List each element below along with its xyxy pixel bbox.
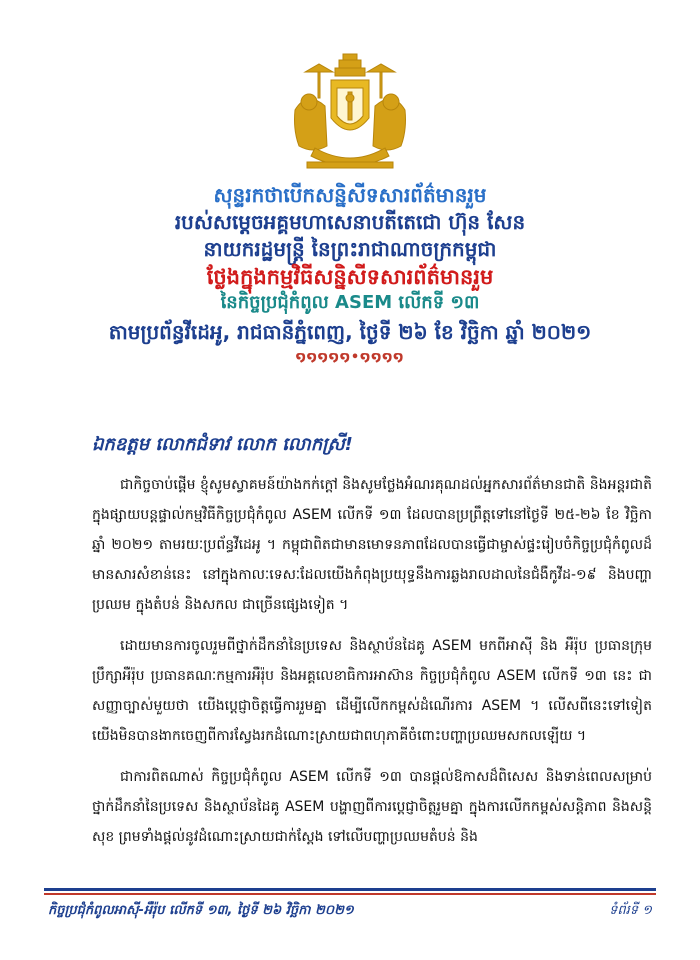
ornament-divider: ໑໑໑໑໑•໑໑໑໑ [295,350,405,365]
paragraph: ដោយមានការចូលរួមពីថ្នាក់ដឹកនាំនៃប្រទេស និងស្ថាប័នដៃគូ ASEM មកពីអាស៊ី និង អឺរ៉ុប ប្រធានក្រុមប្រឹក្សាអឺរ៉ុប ប្រធានគណៈកម្មការអឺរ៉ុប និងអគ្គលេខាធិការអាស៊ាន កិច្ចប្រជុំកំពូល ASEM លើកទី ១៣ នេះ ជាសញ្ញាច្បាស់មួយថា យើងប្ដេជ្ញាចិត្តធ្វើការរួមគ្នា ដើម្បីលើកកម្ពស់ដំណើរការ ASEM ។ លើសពីនេះទៅទៀត យើងមិនបានងាកចេញពីការស្វែងរកដំណោះស្រាយជាពហុភាគីចំពោះបញ្ហាប្រឈមសកលឡើយ ។ [92,638,652,744]
footer-divider-accent [44,893,656,895]
venue-date-line: តាមប្រព័ន្ធវីដេអូ, រាជធានីភ្នំពេញ, ថ្ងៃទី ២៦ ខែ វិច្ឆិកា ឆ្នាំ ២០២១ [108,320,592,344]
paragraph: ជាការពិតណាស់ កិច្ចប្រជុំកំពូល ASEM លើកទី ១៣ បានផ្ដល់ឱកាសដ៏ពិសេស និងទាន់ពេលសម្រាប់ថ្នាក់ដឹកនាំនៃប្រទេស និងស្ថាប័នដៃគូ ASEM បង្ហាញពីការប្ដេជ្ញាចិត្តរួមគ្នា ក្នុងការលើកកម្ពស់សន្តិភាព និងសន្តិសុខ ព្រមទាំងផ្ដល់នូវដំណោះស្រាយជាក់ស្ដែង ទៅលើបញ្ហាប្រឈមតំបន់ និង [92,769,652,845]
event-name: នៃកិច្ចប្រជុំកំពូល ASEM លើកទី ១៣ [220,292,480,313]
speaker-position: នាយករដ្ឋមន្ត្រី នៃព្រះរាជាណាចក្រកម្ពុជា [203,237,497,261]
footer-event-label: កិច្ចប្រជុំកំពូលអាស៊ី-អឺរ៉ុប លើកទី ១៣, ថ្ងៃទី ២៦ វិច្ឆិកា ២០២១ [48,903,354,918]
paragraph: ជាកិច្ចចាប់ផ្ដើម ខ្ញុំសូមស្វាគមន៍យ៉ាងកក់ក្ដៅ និងសូមថ្លែងអំណរគុណដល់អ្នកសារព័ត៌មានជាតិ និងអន្តរជាតិ ក្នុងផ្សាយបន្តផ្ទាល់កម្មវិធីកិច្ចប្រជុំកំពូល ASEM លើកទី ១៣ ដែលបានប្រព្រឹត្តទៅនៅថ្ងៃទី ២៥-២៦ ខែ វិច្ឆិកា ឆ្នាំ ២០២១ តាមរយៈប្រព័ន្ធវីដេអូ ។ កម្ពុជាពិតជាមានមោទនភាពដែលបានធ្វើជាម្ចាស់ផ្ទះរៀបចំកិច្ចប្រជុំកំពូលដ៏មានសារសំខាន់នេះ នៅក្នុងកាលៈទេសៈដែលយើងកំពុងប្រយុទ្ធនឹងការឆ្លងរាលដាលនៃជំងឺកូវីដ-១៩ និងបញ្ហាប្រឈម ក្នុងតំបន់ និងសកល ជាច្រើនផ្សេងទៀត ។ [92,477,652,613]
footer-divider [44,888,656,891]
speaker-name: របស់សម្ដេចអគ្គមហាសេនាបតីតេជោ ហ៊ុន សែន [174,210,526,234]
salutation: ឯកឧត្តម លោកជំទាវ លោក លោកស្រី! [92,434,353,455]
page-number: ទំព័រទី ១ [609,903,652,918]
royal-arms-of-cambodia-icon [285,50,415,178]
speech-title: សុន្ទរកថាបើកសន្និសីទសារព័ត៌មានរួម [213,183,487,207]
document-heading [0,184,700,371]
occasion-line: ថ្លែងក្នុងកម្មវិធីសន្និសីទសារព័ត៌មានរួម [206,265,494,289]
speech-body [92,470,652,863]
